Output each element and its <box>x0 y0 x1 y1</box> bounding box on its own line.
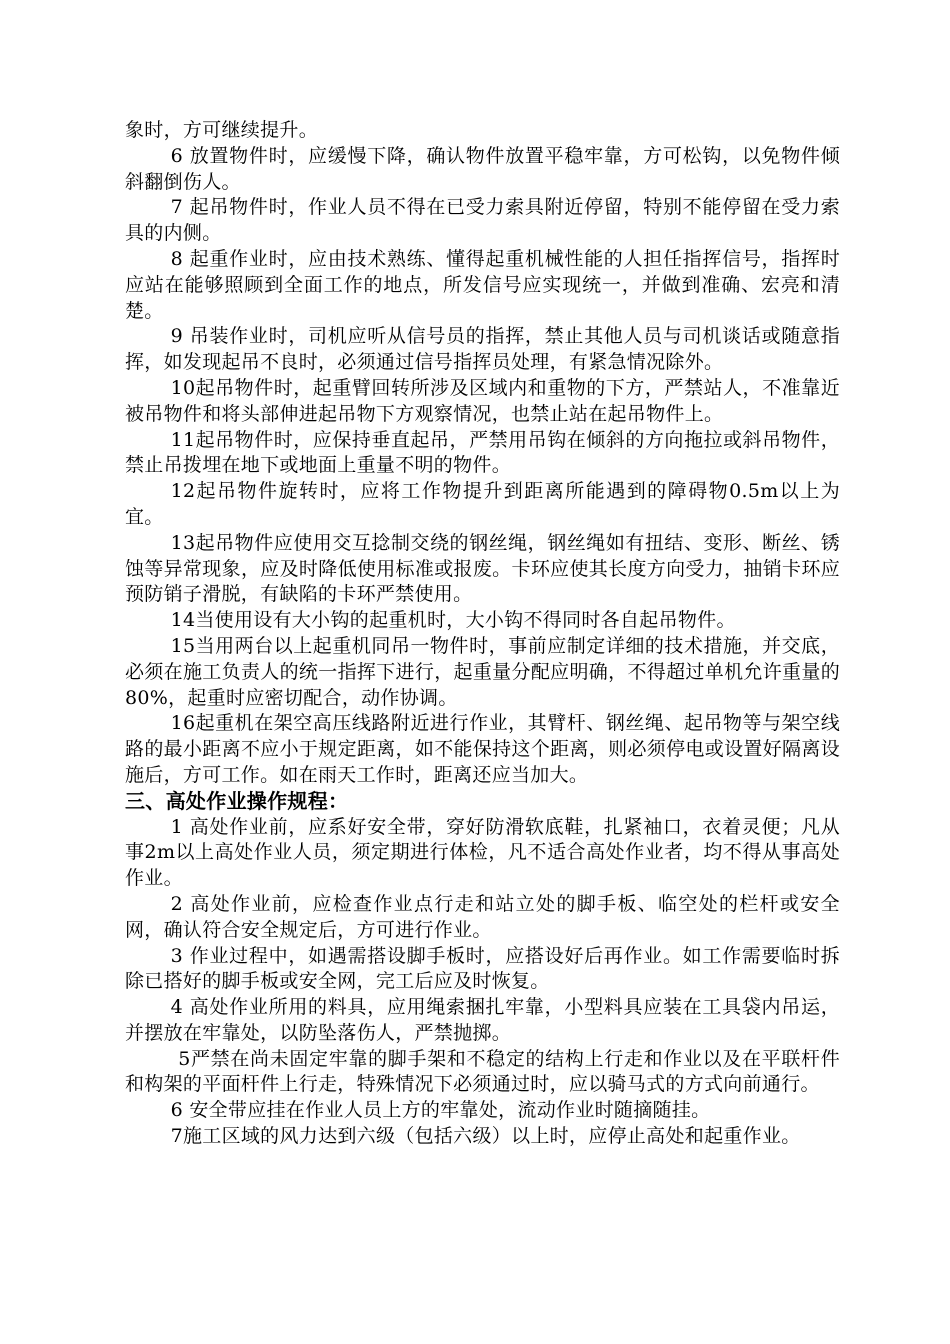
lifting-item-9: 9 吊装作业时，司机应听从信号员的指挥，禁止其他人员与司机谈话或随意指挥，如发现起吊不良时，必须通过信号指挥员处理，有紧急情况除外。 <box>125 325 840 374</box>
height-item-7: 7施工区域的风力达到六级（包括六级）以上时，应停止高处和起重作业。 <box>170 1125 801 1148</box>
lifting-item-14: 14当使用设有大小钩的起重机时，大小钩不得同时各自起吊物件。 <box>170 609 736 632</box>
height-item-5: 5严禁在尚未固定牢靠的脚手架和不稳定的结构上行走和作业以及在平联杆件和构架的平面杆件上行走，特殊情况下必须通过时，应以骑马式的方式向前通行。 <box>125 1047 840 1096</box>
height-item-1: 1 高处作业前，应系好安全带，穿好防滑软底鞋，扎紧袖口，衣着灵便；凡从事2m以上高处作业人员，须定期进行体检，凡不适合高处作业者，均不得从事高处作业。 <box>125 815 840 890</box>
height-item-6: 6 安全带应挂在作业人员上方的牢靠处，流动作业时随摘随挂。 <box>170 1099 711 1122</box>
height-item-2: 2 高处作业前，应检查作业点行走和站立处的脚手板、临空处的栏杆或安全网，确认符合安全规定后，方可进行作业。 <box>125 892 840 941</box>
lifting-item-11: 11起吊物件时，应保持垂直起吊，严禁用吊钩在倾斜的方向拖拉或斜吊物件，禁止吊拨埋在地下或地面上重量不明的物件。 <box>125 428 840 477</box>
intro-fragment: 象时，方可继续提升。 <box>125 119 319 141</box>
lifting-item-10: 10起吊物件时，起重臂回转所涉及区域内和重物的下方，严禁站人，不准靠近被吊物件和将头部伸进起吊物下方观察情况，也禁止站在起吊物件上。 <box>125 376 840 425</box>
lifting-item-8: 8 起重作业时，应由技术熟练、懂得起重机械性能的人担任指挥信号，指挥时应站在能够照顾到全面工作的地点，所发信号应实现统一，并做到准确、宏亮和清楚。 <box>125 247 840 322</box>
height-item-4: 4 高处作业所用的料具，应用绳索捆扎牢靠，小型料具应装在工具袋内吊运，并摆放在牢靠处，以防坠落伤人，严禁抛掷。 <box>125 996 840 1044</box>
lifting-item-13: 13起吊物件应使用交互捻制交绕的钢丝绳，钢丝绳如有扭结、变形、断丝、锈蚀等异常现象，应及时降低使用标准或报废。卡环应使其长度方向受力，抽销卡环应预防销子滑脱，有缺陷的卡环严禁使用。 <box>125 531 840 606</box>
section-heading: 三、高处作业操作规程： <box>125 788 349 813</box>
lifting-item-12: 12起吊物件旋转时，应将工作物提升到距离所能遇到的障碍物0.5m以上为宜。 <box>125 480 840 528</box>
lifting-item-7: 7 起吊物件时，作业人员不得在已受力索具附近停留，特别不能停留在受力索具的内侧。 <box>125 196 840 245</box>
document-body <box>125 118 840 1150</box>
lifting-item-16: 16起重机在架空高压线路附近进行作业，其臂杆、钢丝绳、起吊物等与架空线路的最小距离不应小于规定距离，如不能保持这个距离，则必须停电或设置好隔离设施后，方可工作。如在雨天工作时，距离还应当加大。 <box>125 712 840 786</box>
lifting-item-15: 15当用两台以上起重机同吊一物件时，事前应制定详细的技术措施，并交底，必须在施工负责人的统一指挥下进行，起重量分配应明确，不得超过单机允许重量的80%，起重时应密切配合，动作协调。 <box>125 634 840 709</box>
height-item-3: 3 作业过程中，如遇需搭设脚手板时，应搭设好后再作业。如工作需要临时拆除已搭好的脚手板或安全网，完工后应及时恢复。 <box>125 944 840 993</box>
lifting-item-6: 6 放置物件时，应缓慢下降，确认物件放置平稳牢靠，方可松钩，以免物件倾斜翻倒伤人。 <box>125 144 840 193</box>
